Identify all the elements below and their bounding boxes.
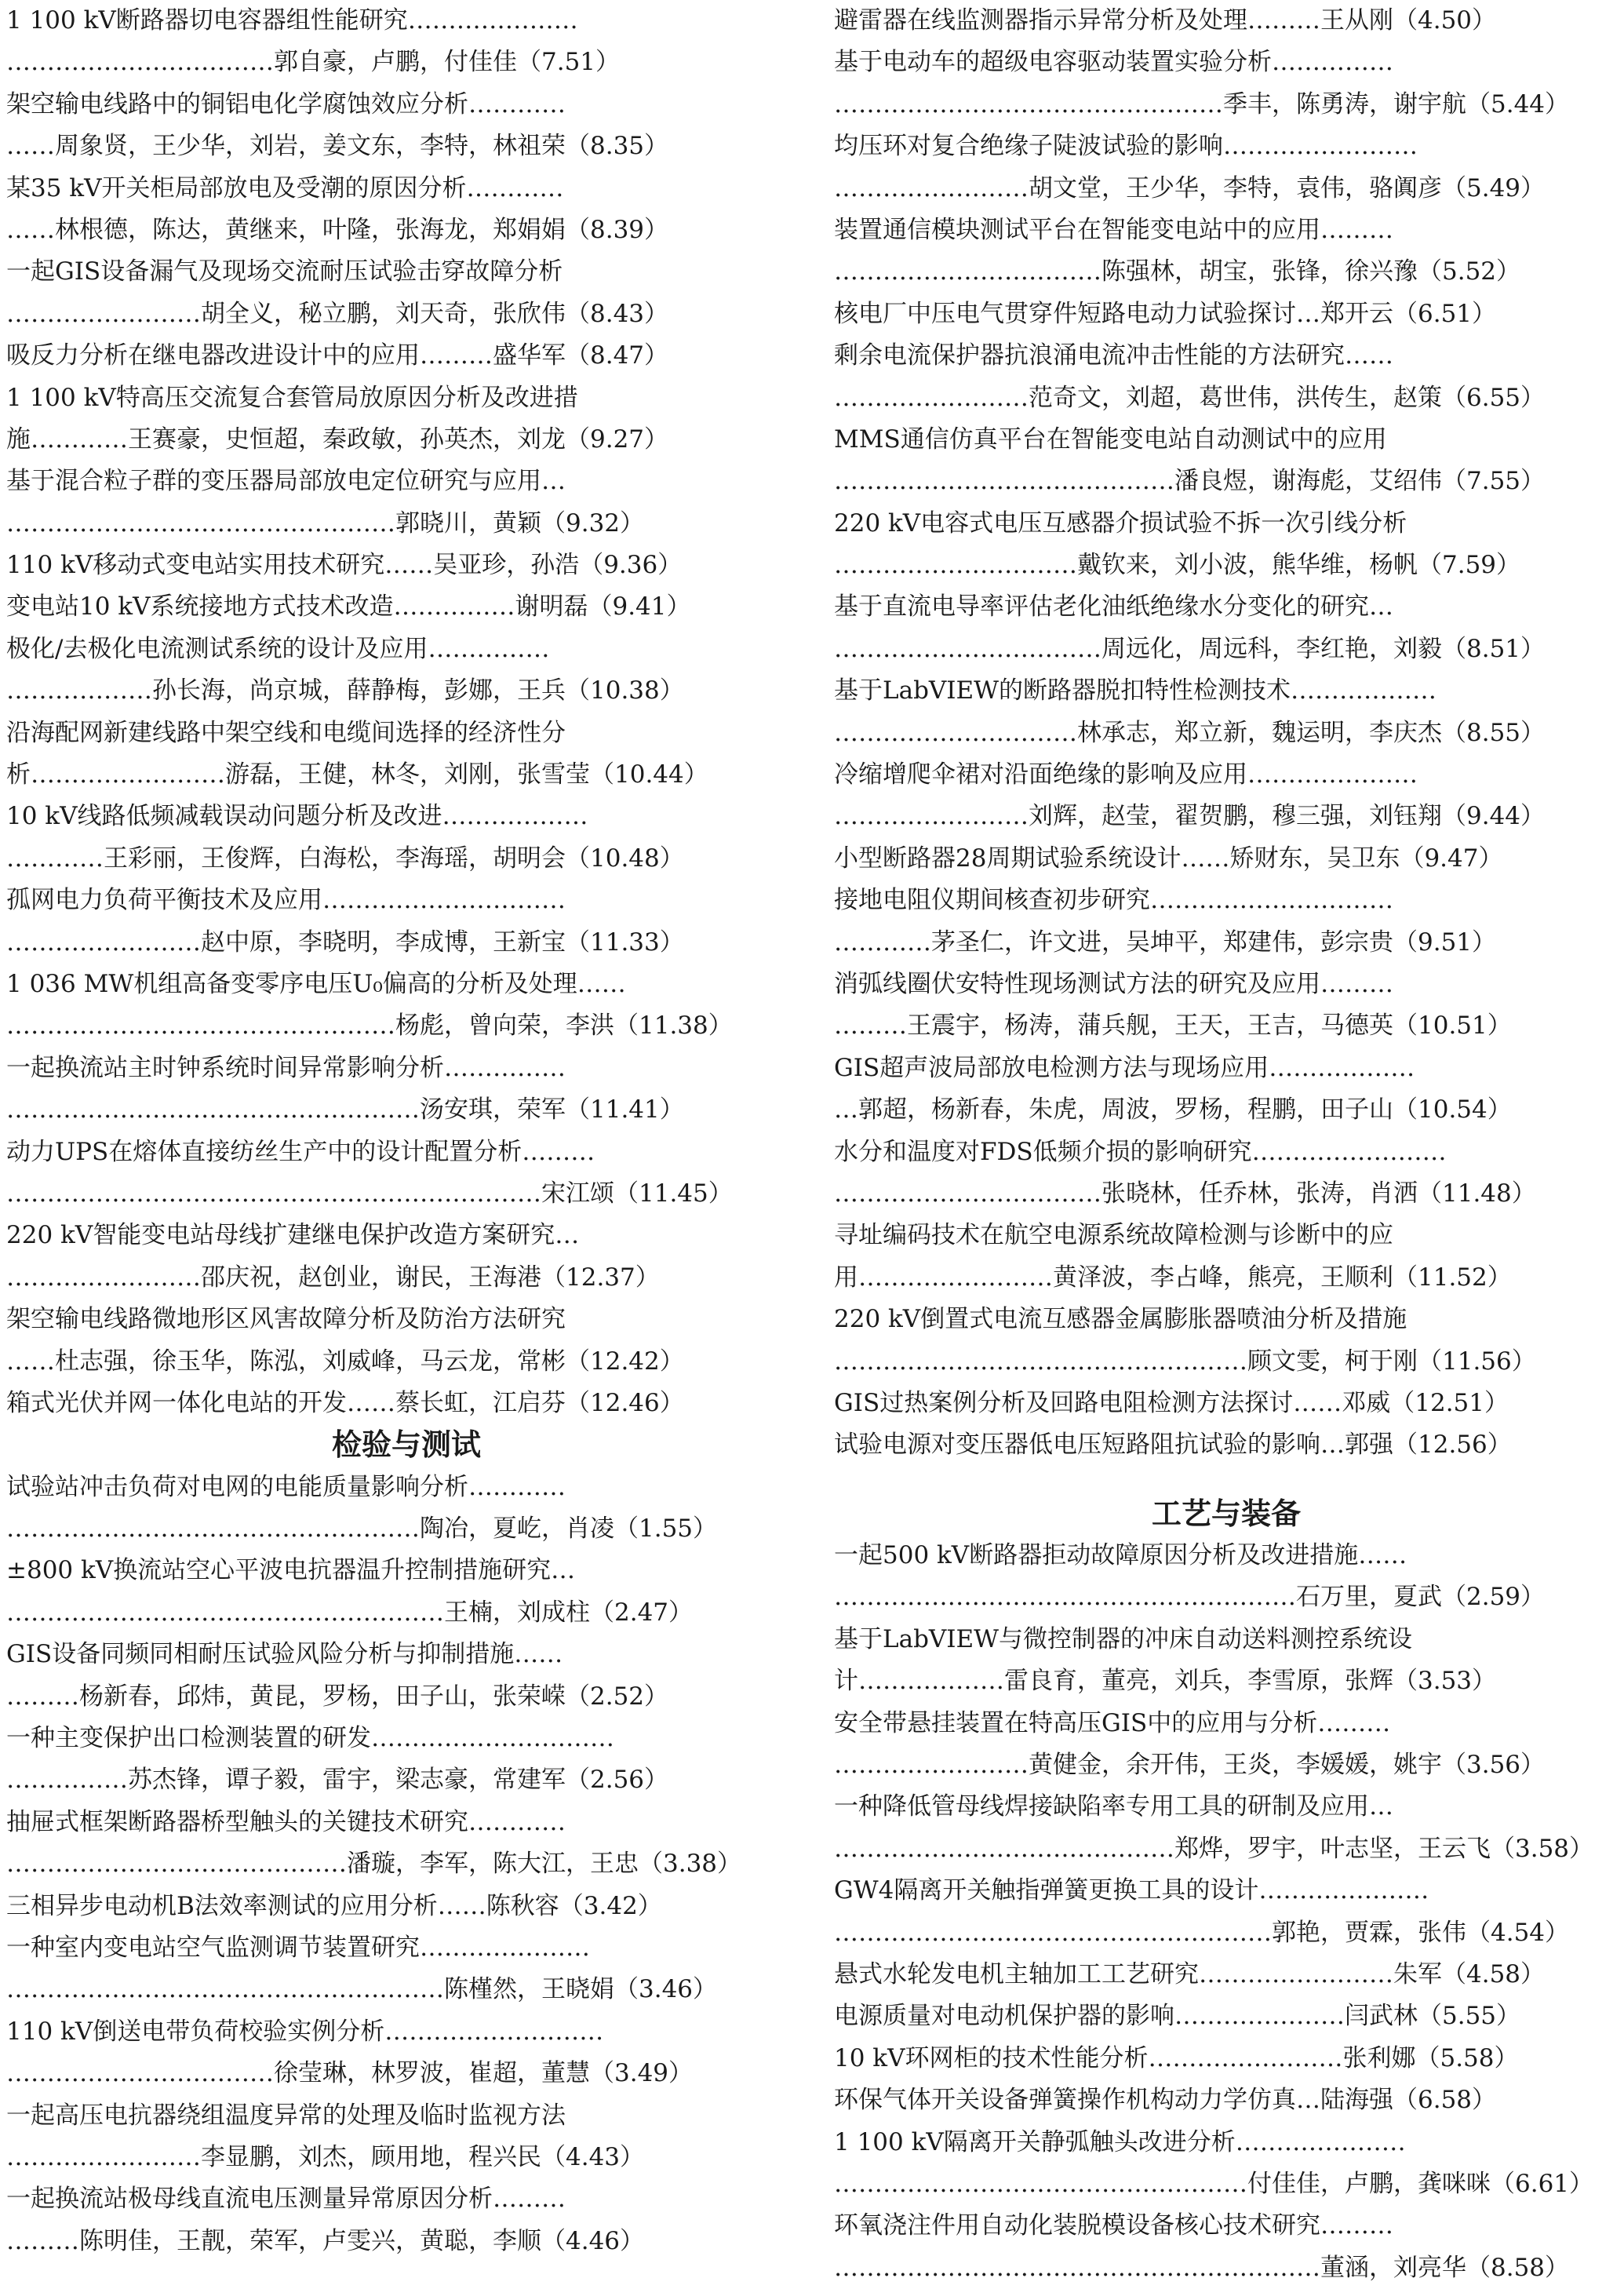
left-entry-line: ……………………………………………汤安琪，荣军（11.41） bbox=[6, 1095, 684, 1124]
right-entry-line: ………………………………………………郭艳，贾霖，张伟（4.54） bbox=[834, 1918, 1570, 1947]
right-entry-line: 消弧线圈伏安特性现场测试方法的研究及应用……… bbox=[834, 969, 1393, 998]
left-entry-line: ……周象贤，王少华，刘岩，姜文东，李特，林祖荣（8.35） bbox=[6, 132, 669, 161]
right-entry-line: GIS超声波局部放电检测方法与现场应用……………… bbox=[834, 1053, 1415, 1082]
left-entry-line: ……………苏杰锋，谭子毅，雷宇，梁志豪，常建军（2.56） bbox=[6, 1766, 669, 1795]
right-entry-line: 一起500 kV断路器拒动故障原因分析及改进措施…… bbox=[834, 1541, 1407, 1570]
right-entry-line: 安全带悬挂装置在特高压GIS中的应用与分析……… bbox=[834, 1708, 1391, 1737]
right-entry-line: ……………………刘辉，赵莹，翟贺鹏，穆三强，刘钰翔（9.44） bbox=[834, 802, 1546, 831]
right-entry-line: …………………………………………季丰，陈勇涛，谢宇航（5.44） bbox=[834, 89, 1570, 118]
left-entry-line: ……………………………………潘璇，李军，陈大江，王忠（3.38） bbox=[6, 1850, 742, 1879]
right-entry-line: ……………………………………………付佳佳，卢鹏，龚咪咪（6.61） bbox=[834, 2169, 1594, 2198]
left-entry-line: 110 kV移动式变电站实用技术研究……吴亚珍，孙浩（9.36） bbox=[6, 551, 683, 580]
right-entry-line: ……………………………………郑烨，罗宇，叶志坚，王云飞（3.58） bbox=[834, 1834, 1594, 1863]
right-entry-line: 试验电源对变压器低电压短路阻抗试验的影响…郭强（12.56） bbox=[834, 1431, 1512, 1460]
left-entry-line: 施…………王赛豪，史恒超，秦政敏，孙英杰，刘龙（9.27） bbox=[6, 425, 669, 454]
left-entry-line: ………杨新春，邱炜，黄昆，罗杨，田子山，张荣嵘（2.52） bbox=[6, 1682, 669, 1711]
right-entry-line: ……………………范奇文，刘超，葛世伟，洪传生，赵策（6.55） bbox=[834, 383, 1546, 412]
section-heading: 检验与测试 bbox=[331, 1427, 481, 1463]
right-entry-line: 220 kV电容式电压互感器介损试验不拆一次引线分析 bbox=[834, 508, 1407, 538]
right-entry-line: 基于直流电导率评估老化油纸绝缘水分变化的研究… bbox=[834, 592, 1393, 621]
left-entry-line: ……杜志强，徐玉华，陈泓，刘威峰，马云龙，常彬（12.42） bbox=[6, 1347, 684, 1376]
left-entry-line: 一起GIS设备漏气及现场交流耐压试验击穿故障分析 bbox=[6, 257, 563, 286]
left-entry-line: 变电站10 kV系统接地方式技术改造……………谢明磊（9.41） bbox=[6, 592, 691, 621]
right-entry-line: ……………………胡文堂，王少华，李特，袁伟，骆阗彦（5.49） bbox=[834, 173, 1546, 202]
right-entry-line: 一种降低管母线焊接缺陷率专用工具的研制及应用… bbox=[834, 1792, 1393, 1821]
right-entry-line: 小型断路器28周期试验系统设计……矫财东，吴卫东（9.47） bbox=[834, 844, 1503, 873]
left-entry-line: …………………………………………郭晓川，黄颖（9.32） bbox=[6, 508, 645, 538]
left-entry-line: 一种室内变电站空气监测调节装置研究………………… bbox=[6, 1933, 590, 1962]
right-entry-line: MMS通信仿真平台在智能变电站自动测试中的应用 bbox=[834, 425, 1387, 454]
left-entry-line: 一种主变保护出口检测装置的研发………………………… bbox=[6, 1724, 614, 1753]
right-entry-line: 装置通信模块测试平台在智能变电站中的应用……… bbox=[834, 215, 1393, 244]
left-entry-line: 1 100 kV特高压交流复合套管局放原因分析及改进措 bbox=[6, 383, 578, 412]
left-entry-line: ………………………………………………王楠，刘成柱（2.47） bbox=[6, 1598, 694, 1627]
left-entry-line: 极化/去极化电流测试系统的设计及应用…………… bbox=[6, 634, 550, 663]
right-entry-line: 均压环对复合绝缘子陡波试验的影响…………………… bbox=[834, 132, 1418, 161]
left-entry-line: 220 kV智能变电站母线扩建继电保护改造方案研究… bbox=[6, 1221, 580, 1250]
right-entry-line: 1 100 kV隔离开关静弧触头改进分析………………… bbox=[834, 2127, 1406, 2156]
left-entry-line: ……………………………………………陶冶，夏屹，肖凌（1.55） bbox=[6, 1514, 718, 1544]
left-entry-line: ……………………………郭自豪，卢鹏，付佳佳（7.51） bbox=[6, 48, 621, 77]
left-entry-line: 1 100 kV断路器切电容器组性能研究………………… bbox=[6, 6, 578, 35]
right-entry-line: 接地电阻仪期间核查初步研究………………………… bbox=[834, 886, 1393, 915]
left-entry-line: 一起换流站主时钟系统时间异常影响分析…………… bbox=[6, 1053, 566, 1082]
left-entry-line: 动力UPS在熔体直接纺丝生产中的设计配置分析……… bbox=[6, 1137, 595, 1166]
left-entry-line: ±800 kV换流站空心平波电抗器温升控制措施研究… bbox=[6, 1556, 576, 1585]
left-entry-line: 孤网电力负荷平衡技术及应用………………………… bbox=[6, 886, 566, 915]
right-entry-line: 电源质量对电动机保护器的影响…………………闫武林（5.55） bbox=[834, 2002, 1521, 2031]
right-entry-line: 环氧浇注件用自动化装脱模设备核心技术研究……… bbox=[834, 2211, 1393, 2240]
left-entry-line: 某35 kV开关柜局部放电及受潮的原因分析………… bbox=[6, 173, 564, 202]
right-column bbox=[834, 0, 1619, 2289]
right-entry-line: ……………………………………………顾文雯，柯于刚（11.56） bbox=[834, 1347, 1536, 1376]
left-entry-line: 架空输电线路微地形区风害故障分析及防治方法研究 bbox=[6, 1305, 566, 1334]
left-entry-line: 一起换流站极母线直流电压测量异常原因分析……… bbox=[6, 2185, 566, 2214]
right-entry-line: …………………………林承志，郑立新，魏运明，李庆杰（8.55） bbox=[834, 718, 1546, 747]
left-entry-line: …………………………………………………………宋江颂（11.45） bbox=[6, 1179, 733, 1208]
left-column bbox=[6, 0, 807, 2262]
right-entry-line: 水分和温度对FDS低频介损的影响研究…………………… bbox=[834, 1137, 1447, 1166]
right-entry-line: 悬式水轮发电机主轴加工工艺研究……………………朱军（4.58） bbox=[834, 1959, 1546, 1988]
left-entry-line: ……………………………徐莹琳，林罗波，崔超，董慧（3.49） bbox=[6, 2059, 694, 2088]
right-entry-line: …………………………戴钦来，刘小波，熊华维，杨帆（7.59） bbox=[834, 551, 1521, 580]
left-entry-line: 架空输电线路中的铜铝电化学腐蚀效应分析………… bbox=[6, 89, 566, 118]
left-entry-line: 吸反力分析在继电器改进设计中的应用………盛华军（8.47） bbox=[6, 341, 669, 370]
right-entry-line: ……………………黄健金，余开伟，王炎，李媛媛，姚宇（3.56） bbox=[834, 1751, 1546, 1780]
right-entry-line: ……………………………………潘良煜，谢海彪，艾绍伟（7.55） bbox=[834, 467, 1546, 496]
left-entry-line: …………王彩丽，王俊辉，白海松，李海瑶，胡明会（10.48） bbox=[6, 844, 684, 873]
right-entry-line: 基于LabVIEW的断路器脱扣特性检测技术……………… bbox=[834, 676, 1437, 705]
left-entry-line: ………………………………………………陈槿然，王晓娟（3.46） bbox=[6, 1975, 718, 2004]
right-entry-line: 220 kV倒置式电流互感器金属膨胀器喷油分析及措施 bbox=[834, 1305, 1407, 1334]
right-entry-line: 基于LabVIEW与微控制器的冲床自动送料测控系统设 bbox=[834, 1624, 1413, 1653]
left-entry-line: 试验站冲击负荷对电网的电能质量影响分析………… bbox=[6, 1472, 566, 1501]
right-entry-line: …郭超，杨新春，朱虎，周波，罗杨，程鹏，田子山（10.54） bbox=[834, 1095, 1512, 1124]
left-entry-line: 10 kV线路低频减载误动问题分析及改进……………… bbox=[6, 802, 588, 831]
right-entry-line: …………………………………………………石万里，夏武（2.59） bbox=[834, 1583, 1546, 1612]
right-entry-line: ……………………………周远化，周远科，李红艳，刘毅（8.51） bbox=[834, 634, 1546, 663]
right-entry-line: …………茅圣仁，许文进，吴坤平，郑建伟，彭宗贵（9.51） bbox=[834, 928, 1497, 957]
left-entry-line: 析……………………游磊，王健，林冬，刘刚，张雪莹（10.44） bbox=[6, 760, 708, 789]
left-entry-line: ……………………李显鹏，刘杰，顾用地，程兴民（4.43） bbox=[6, 2142, 645, 2171]
section-spacer bbox=[834, 1467, 1619, 1493]
left-entry-line: ……………………赵中原，李晓明，李成博，王新宝（11.33） bbox=[6, 928, 684, 957]
section-heading: 工艺与装备 bbox=[1151, 1496, 1301, 1531]
left-entry-line: 110 kV倒送电带负荷校验实例分析……………………… bbox=[6, 2017, 604, 2046]
left-entry-line: 抽屉式框架断路器桥型触头的关键技术研究………… bbox=[6, 1807, 566, 1836]
right-entry-line: 计………………雷良育，董亮，刘兵，李雪原，张辉（3.53） bbox=[834, 1667, 1497, 1696]
left-entry-line: 一起高压电抗器绕组温度异常的处理及临时监视方法 bbox=[6, 2101, 566, 2130]
right-entry-line: 寻址编码技术在航空电源系统故障检测与诊断中的应 bbox=[834, 1221, 1393, 1250]
right-entry-line: ……………………………陈强林，胡宝，张锋，徐兴豫（5.52） bbox=[834, 257, 1521, 286]
left-entry-line: 箱式光伏并网一体化电站的开发……蔡长虹，江启芬（12.46） bbox=[6, 1388, 684, 1417]
left-entry-line: 三相异步电动机B法效率测试的应用分析……陈秋容（3.42） bbox=[6, 1891, 662, 1920]
left-entry-line: ………………孙长海，尚京城，薛静梅，彭娜，王兵（10.38） bbox=[6, 676, 684, 705]
right-entry-line: 10 kV环网柜的技术性能分析……………………张利娜（5.58） bbox=[834, 2043, 1519, 2072]
right-entry-line: GW4隔离开关触指弹簧更换工具的设计………………… bbox=[834, 1876, 1429, 1905]
right-entry-line: ……………………………………………………董涵，刘亮华（8.58） bbox=[834, 2253, 1570, 2282]
right-entry-line: 核电厂中压电气贯穿件短路电动力试验探讨…郑开云（6.51） bbox=[834, 299, 1497, 328]
right-entry-line: 避雷器在线监测器指示异常分析及处理………王从刚（4.50） bbox=[834, 6, 1497, 35]
right-entry-line: 冷缩增爬伞裙对沿面绝缘的影响及应用………………… bbox=[834, 760, 1418, 789]
right-entry-line: ……………………………张晓林，任乔林，张涛，肖洒（11.48） bbox=[834, 1179, 1536, 1208]
left-entry-line: 1 036 MW机组高备变零序电压U₀偏高的分析及处理…… bbox=[6, 969, 626, 998]
left-entry-line: 沿海配网新建线路中架空线和电缆间选择的经济性分 bbox=[6, 718, 566, 747]
left-entry-line: ……………………胡全义，秘立鹏，刘天奇，张欣伟（8.43） bbox=[6, 299, 669, 328]
right-entry-line: 用……………………黄泽波，李占峰，熊亮，王顺利（11.52） bbox=[834, 1263, 1512, 1292]
left-entry-line: ……林根德，陈达，黄继来，叶隆，张海龙，郑娟娟（8.39） bbox=[6, 215, 669, 244]
right-entry-line: 环保气体开关设备弹簧操作机构动力学仿真…陆海强（6.58） bbox=[834, 2086, 1497, 2115]
left-entry-line: GIS设备同频同相耐压试验风险分析与抑制措施…… bbox=[6, 1640, 563, 1669]
left-entry-line: ………陈明佳，王靓，荣军，卢雯兴，黄聪，李顺（4.46） bbox=[6, 2226, 645, 2255]
left-entry-line: …………………………………………杨彪，曾向荣，李洪（11.38） bbox=[6, 1011, 733, 1041]
left-entry-line: ……………………邵庆祝，赵创业，谢民，王海港（12.37） bbox=[6, 1263, 660, 1292]
right-entry-line: GIS过热案例分析及回路电阻检测方法探讨……邓威（12.51） bbox=[834, 1388, 1509, 1417]
right-entry-line: 剩余电流保护器抗浪涌电流冲击性能的方法研究…… bbox=[834, 341, 1393, 370]
right-entry-line: ………王震宇，杨涛，蒲兵舰，王天，王吉，马德英（10.51） bbox=[834, 1011, 1512, 1041]
right-entry-line: 基于电动车的超级电容驱动装置实验分析…………… bbox=[834, 48, 1393, 77]
left-entry-line: 基于混合粒子群的变压器局部放电定位研究与应用… bbox=[6, 467, 566, 496]
